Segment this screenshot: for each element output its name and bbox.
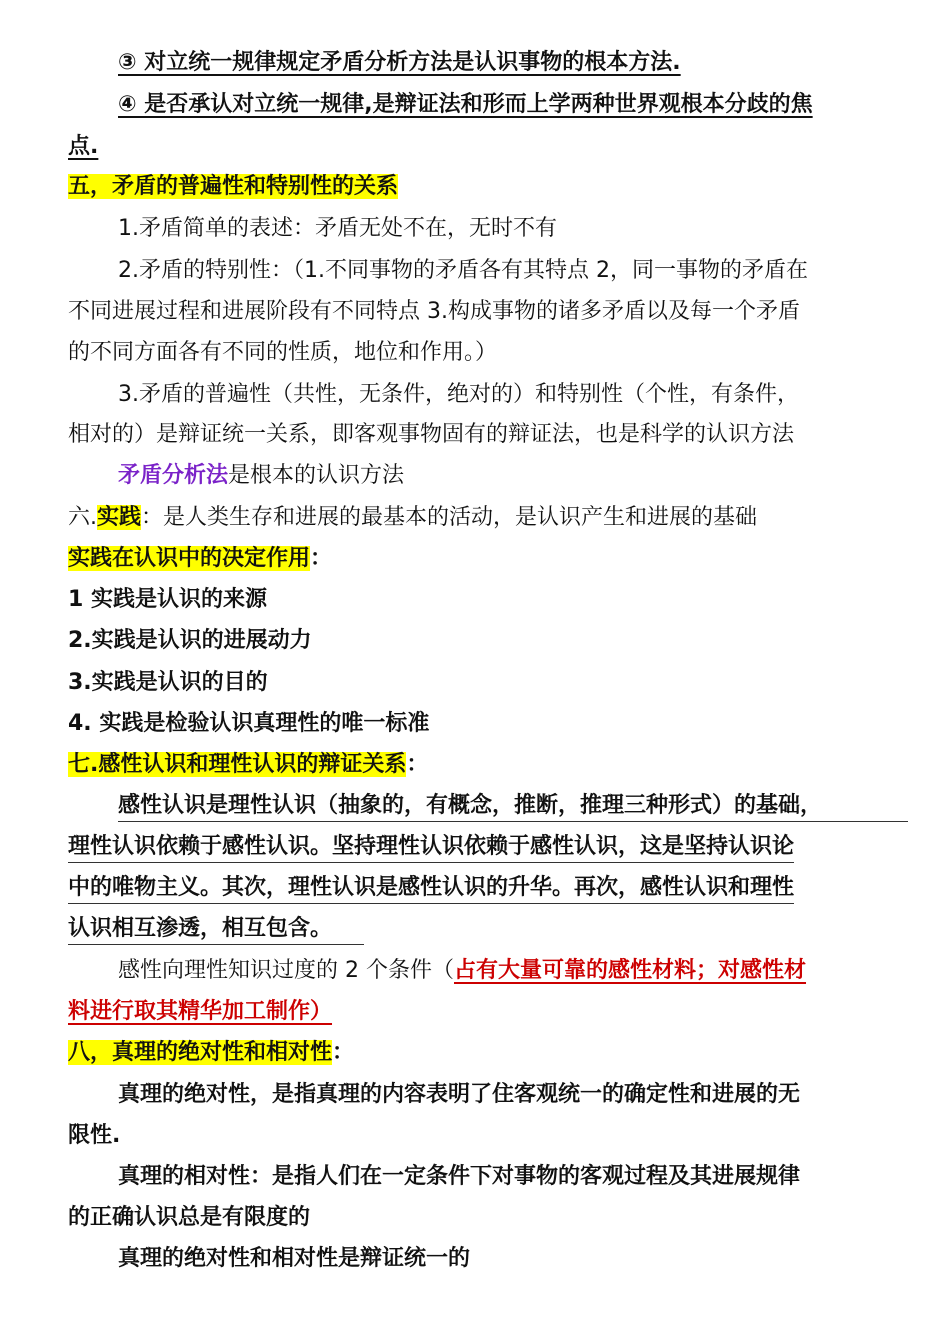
section-6-subheading-text: 实践在认识中的决定作用 [68, 546, 311, 571]
section-7-para-line4 [68, 914, 364, 945]
section-5-point-1: 1.矛盾简单的表述：矛盾无处不在，无时不有 [118, 216, 557, 241]
section-6-prefix: 六. [68, 505, 97, 530]
method-highlight: 矛盾分析法 [118, 463, 229, 488]
truth-absolute-line1: 真理的绝对性，是指真理的内容表明了住客观统一的确定性和进展的无 [118, 1082, 801, 1107]
principle-item-3: ③ 对立统一规律规定矛盾分析方法是认识事物的根本方法. [118, 50, 681, 75]
section-7-conditions-line1 [118, 956, 806, 986]
section-7-para-line1-text: 感性认识是理性认识（抽象的，有概念，推断，推理三种形式）的基础， [118, 791, 908, 822]
section-5-point-2-line2: 不同进展过程和进展阶段有不同特点 3.构成事物的诸多矛盾以及每一个矛盾 [68, 299, 800, 324]
section-8-heading-colon: ： [332, 1040, 355, 1065]
practice-item-4: 4. 实践是检验认识真理性的唯一标准 [68, 711, 430, 736]
principle-item-4-line1: ④ 是否承认对立统一规律,是辩证法和形而上学两种世界观根本分歧的焦 [118, 92, 813, 117]
section-7-para-line1 [118, 791, 908, 822]
conditions-red-1: 占有大量可靠的感性材料；对感性材 [454, 958, 807, 983]
section-7-para-line4-text: 认识相互渗透，相互包含。 [68, 914, 364, 945]
section-7-para-line2-text: 理性认识依赖于感性认识。坚持理性认识依赖于感性认识，这是坚持认识论 [68, 832, 794, 863]
section-7-heading-text: 七.感性认识和理性认识的辩证关系 [68, 752, 407, 777]
section-7-para-line2 [68, 832, 794, 863]
section-5-point-3-line1: 3.矛盾的普遍性（共性，无条件，绝对的）和特别性（个性，有条件， [118, 382, 799, 407]
section-7-heading-colon: ： [406, 752, 429, 777]
section-7-para-line3-text: 中的唯物主义。其次，理性认识是感性认识的升华。再次，感性认识和理性 [68, 873, 794, 904]
truth-unity-line: 真理的绝对性和相对性是辩证统一的 [118, 1246, 471, 1271]
section-6-heading [68, 503, 757, 533]
section-5-point-2-line1: 2.矛盾的特别性：（1.不同事物的矛盾各有其特点 2，同一事物的矛盾在 [118, 258, 808, 283]
truth-relative-line2: 的正确认识总是有限度的 [68, 1205, 311, 1230]
section-6-keyword: 实践 [97, 505, 142, 530]
section-6-subheading [68, 544, 332, 574]
practice-item-1: 1 实践是认识的来源 [68, 587, 267, 612]
section-6-definition: ：是人类生存和进展的最基本的活动，是认识产生和进展的基础 [141, 505, 758, 530]
section-8-heading [68, 1038, 354, 1068]
section-7-para-line3 [68, 873, 794, 904]
section-5-method-line [118, 461, 404, 491]
section-5-heading-text: 五，矛盾的普遍性和特别性的关系 [68, 174, 399, 199]
section-8-heading-text: 八，真理的绝对性和相对性 [68, 1040, 333, 1065]
section-5-heading [68, 172, 398, 202]
section-6-subheading-colon: ： [310, 546, 333, 571]
truth-absolute-line2: 限性. [68, 1123, 121, 1148]
method-rest: 是根本的认识方法 [228, 463, 405, 488]
section-5-point-2-line3: 的不同方面各有不同的性质，地位和作用。） [68, 340, 498, 365]
conditions-prefix: 感性向理性知识过度的 2 个条件（ [118, 958, 454, 983]
practice-item-2: 2.实践是认识的进展动力 [68, 628, 312, 653]
conditions-red-2: 料进行取其精华加工制作） [68, 999, 333, 1024]
section-5-point-3-line2: 相对的）是辩证统一关系，即客观事物固有的辩证法，也是科学的认识方法 [68, 422, 795, 447]
section-7-conditions-line2 [68, 997, 332, 1027]
principle-item-4-line2: 点. [68, 134, 99, 159]
practice-item-3: 3.实践是认识的目的 [68, 670, 268, 695]
truth-relative-line1: 真理的相对性：是指人们在一定条件下对事物的客观过程及其进展规律 [118, 1164, 801, 1189]
section-7-heading [68, 750, 428, 780]
